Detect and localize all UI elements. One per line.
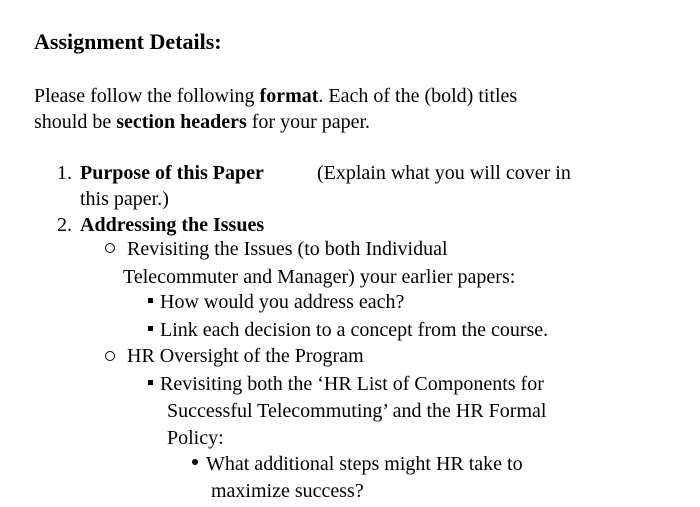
- circle-bullet-icon: [105, 243, 115, 253]
- bullet-hr-list: Revisiting both the ‘HR List of Components for: [160, 373, 544, 395]
- intro-text: . Each of the (bold) titles: [318, 85, 518, 107]
- section-title-addressing: Addressing the Issues: [80, 214, 265, 236]
- intro-text: for your paper.: [246, 111, 371, 133]
- sub-item-revisiting-issues-continued: Telecommuter and Manager) your earlier papers:: [123, 266, 516, 288]
- intro-paragraph: [34, 83, 654, 135]
- intro-line-1: [34, 83, 654, 109]
- page-title: Assignment Details:: [34, 29, 222, 54]
- sub-item-revisiting-issues: Revisiting the Issues (to both Individual: [127, 238, 448, 260]
- subbullet-additional-steps-continued: maximize success?: [211, 480, 364, 502]
- square-bullet-icon: [148, 298, 153, 303]
- bullet-link-decision: Link each decision to a concept from the course.: [160, 319, 549, 341]
- item-number-1: 1.: [57, 162, 72, 184]
- square-bullet-icon: [148, 326, 153, 331]
- circle-bullet-icon: [105, 351, 115, 361]
- intro-line-2: [34, 109, 654, 135]
- item-number-2: 2.: [57, 214, 72, 236]
- purpose-note-continued: this paper.): [80, 188, 169, 210]
- bullet-hr-list-continued: Policy:: [167, 427, 224, 449]
- bullet-hr-list-continued: Successful Telecommuting’ and the HR Formal: [167, 400, 547, 422]
- sub-item-hr-oversight: HR Oversight of the Program: [127, 345, 364, 367]
- intro-text: Please follow the following: [34, 85, 260, 107]
- intro-bold-section-headers: section headers: [116, 111, 247, 133]
- bullet-address-each: How would you address each?: [160, 291, 405, 313]
- subbullet-additional-steps: What additional steps might HR take to: [206, 453, 523, 475]
- purpose-note: (Explain what you will cover in: [317, 162, 571, 184]
- section-title-purpose: Purpose of this Paper: [80, 162, 264, 184]
- round-bullet-icon: [192, 459, 198, 465]
- intro-bold-format: format: [259, 85, 319, 107]
- intro-text: should be: [34, 111, 117, 133]
- square-bullet-icon: [148, 380, 153, 385]
